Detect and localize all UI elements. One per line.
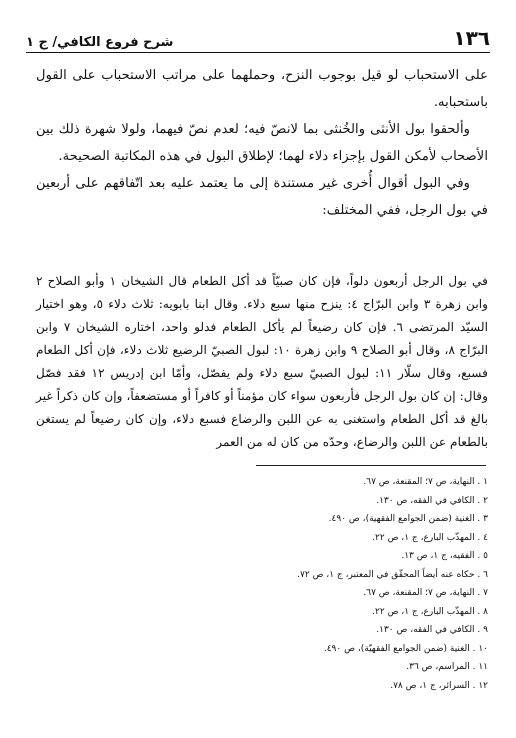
footnote: ٧ . النهاية، ص ٧؛ المقنعة، ص ٦٧. — [363, 588, 488, 598]
header-rule — [26, 52, 490, 53]
quoted-passage: في بول الرجل أربعون دلواً، فإن كان صبيّاً قد أكل الطعام قال الشيخان ١ وأبو الصلاح ٢ وابن زهرة ٣ وابن البرّاج ٤: ينزح منها سبع دلاء. وقال ابنا بابويه: ثلاث دلاء ٥، وهو اختيار السيّد المرتضى ٦. فإن كان رضيعاً لم يأكل الطعام فدلو واحد، اختاره الشيخان ٧ وابن البرّاج ٨، وقال أبو الصلاح ٩ وابن زهرة ١٠: لبول الصبيّ الرضيع ثلاث دلاء، فإن أكل الطعام فسبع، وقال سلّار ١١: لبول الصبيّ سبع دلاء ولم يفصّل، وأمّا ابن إدريس ١٢ فقد فصّل وقال: إن كان بول الرجل فأربعون سواء كان مؤمناً أو كافراً أو مستضعفاً، وإن كان ذكراً غير بالغ قد أكل الطعام واستغنى به عن اللبن والرضاع فسبع دلاء، وإن كان رضيعاً لم يستغن بالطعام عن اللبن والرضاع، وحدّه من كان له من العمر — [36, 274, 489, 449]
main-text — [36, 62, 488, 224]
footnote: ٥ . الفقيه، ج ١، ص ١٣. — [401, 551, 488, 561]
footnote: ١٢ . السرائر، ج ١، ص ٧٨. — [390, 680, 488, 691]
footnote: ٣ . الغنية (ضمن الجوامع الفقهية)، ص ٤٩٠. — [328, 514, 488, 524]
footnote: ٩ . الكافي في الفقه، ص ١٣٠. — [376, 625, 488, 635]
footnote: ٨ . المهذّب البارع، ج ١، ص ٢٢. — [372, 606, 488, 617]
footnote: ١ . النهاية، ص ٧؛ المقنعة، ص ٦٧. — [363, 477, 488, 487]
paragraph: على الاستحباب لو قيل بوجوب النزح، وحملهما على مراتب الاستحباب على القول باستحبابه. — [36, 68, 488, 110]
footnotes-list — [248, 473, 488, 695]
footnote: ١١ . المراسم، ص ٣٦. — [406, 662, 488, 672]
running-title: شرح فروع الكافي/ ج ١ — [26, 35, 174, 50]
paragraph: وفي البول أقوال أُخرى غير مستندة إلى ما يعتمد عليه بعد اتّفاقهم على أربعين في بول الرجل، ففي المختلف: — [36, 176, 488, 218]
footnote-separator — [256, 465, 486, 466]
page-header — [26, 22, 490, 50]
footnote: ١٠ . الغنية (ضمن الجوامع الفقهيّة)، ص ٤٩٠. — [323, 643, 488, 654]
footnote: ٢ . الكافي في الفقه، ص ١٣٠. — [376, 495, 488, 506]
paragraph: وألحقوا بول الأنثى والخُنثى بما لانصّ فيه؛ لعدم نصّ فيهما، ولولا شهرة ذلك بين الأصحاب لأمكن القول بإجزاء دلاء لهما؛ لإطلاق البول في هذه المكاتبة الصحيحة. — [36, 122, 488, 164]
footnote: ٤ . المهذّب البارع، ج ١، ص ٢٢. — [372, 532, 488, 543]
page-number: ١٣٦ — [453, 26, 490, 50]
footnote: ٦ . حكاه عنه أيضاً المحقّق في المعتبر، ج ١، ص ٧٢. — [297, 569, 488, 580]
